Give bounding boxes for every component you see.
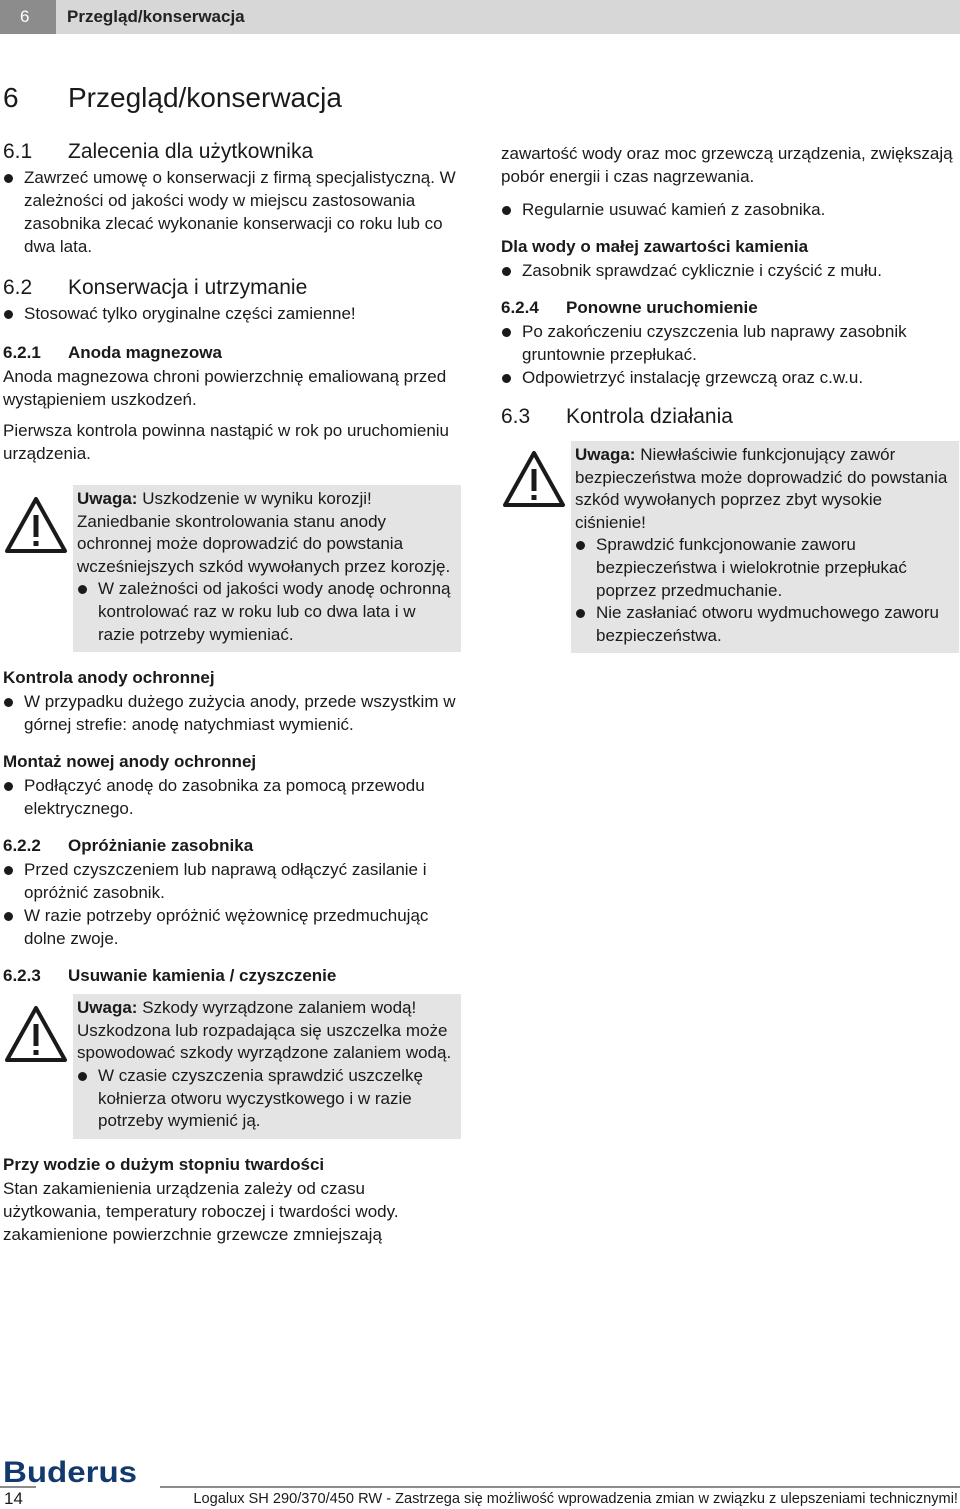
anode-check-list [3, 690, 463, 736]
notice-label: Uwaga: [575, 445, 636, 464]
notice-body: Uszkodzenie w wyniku korozji! Zaniedbanie skontrolowania stanu anody ochronnej może doprowadzić do powstania wcześniejszych szkód wywołanych przez korozję. [77, 489, 451, 576]
list-item: Nie zasłaniać otworu wydmuchowego zaworu bezpieczeństwa. [575, 602, 955, 647]
section-title: Konserwacja i utrzymanie [68, 276, 308, 299]
notice-list [77, 578, 457, 646]
warning-triangle-icon [3, 1004, 69, 1064]
footer-divider-right [160, 1486, 960, 1488]
footer-text: Logalux SH 290/370/450 RW - Zastrzega się możliwość wprowadzenia zmian w związku z ulepszeniami technicznymi! [193, 1491, 958, 1507]
page-number: 14 [4, 1489, 23, 1508]
subheading-soft-water: Dla wody o małej zawartości kamienia [501, 237, 809, 256]
section-number: 6.2 [3, 276, 33, 299]
section-title: Anoda magnezowa [68, 343, 222, 362]
notice-body: Szkody wyrządzone zalaniem wodą! Uszkodzona lub rozpadająca się uszczelka może spowodować szkody wyrządzone zalaniem wodą. [77, 998, 452, 1063]
section-6-1-heading [3, 138, 463, 166]
list-item: Regularnie usuwać kamień z zasobnika. [501, 198, 959, 221]
list-item: Podłączyć anodę do zasobnika za pomocą przewodu elektrycznego. [3, 774, 463, 820]
section-6-2-1-heading [3, 341, 463, 365]
section-6-2-3-heading [3, 964, 463, 988]
warning-triangle-icon [3, 495, 69, 555]
notice-text [575, 444, 955, 534]
section-number: 6.2.1 [3, 343, 41, 362]
section-6-2-4-heading [501, 296, 959, 320]
chapter-header [0, 0, 960, 34]
notice-label: Uwaga: [77, 998, 138, 1018]
warning-triangle-icon [501, 449, 567, 509]
section-title: Usuwanie kamienia / czyszczenie [68, 966, 337, 986]
notice-list [77, 1065, 457, 1133]
list-item: Zawrzeć umowę o konserwacji z firmą specjalistyczną. W zależności od jakości wody w miejscu zastosowania zasobnika zlecać wykonanie konserwacji co roku lub co dwa lata. [3, 166, 463, 258]
subheading-anode-check: Kontrola anody ochronnej [3, 668, 215, 688]
list-item: Przed czyszczeniem lub naprawą odłączyć zasilanie i opróżnić zasobnik. [3, 858, 463, 904]
section-6-1-list [3, 166, 463, 258]
paragraph: Pierwsza kontrola powinna nastąpić w rok po uruchomieniu urządzenia. [3, 421, 450, 463]
section-title: Ponowne uruchomienie [566, 298, 758, 317]
notice-box [73, 485, 461, 652]
list-item: W razie potrzeby opróżnić wężownicę przedmuchując dolne zwoje. [3, 904, 463, 950]
section-title: Opróżnianie zasobnika [68, 836, 254, 856]
descaling-list [501, 198, 959, 221]
section-6-3-heading [501, 403, 959, 431]
section-title: Zalecenia dla użytkownika [68, 140, 314, 163]
buderus-logo [3, 1457, 137, 1485]
section-number: 6.3 [501, 405, 531, 428]
list-item: Odpowietrzyć instalację grzewczą oraz c.w.u. [501, 366, 959, 389]
section-number: 6.2.4 [501, 298, 539, 317]
water-damage-warning-notice [3, 994, 461, 1139]
notice-label: Uwaga: [77, 489, 138, 508]
subheading-hard-water: Przy wodzie o dużym stopniu twardości [3, 1154, 325, 1174]
notice-box [73, 994, 461, 1139]
notice-body: Niewłaściwie funkcjonujący zawór bezpieczeństwa może doprowadzić do powstania szkód wywołanych poprzez zbyt wysokie ciśnienie! [575, 445, 948, 532]
paragraph: Stan zakamienienia urządzenia zależy od czasu użytkowania, temperatury roboczej i twardości wody. zakamienione powierzchnie grzewcze zmniejszają [3, 1178, 399, 1244]
restart-list [501, 320, 959, 389]
list-item: Zasobnik sprawdzać cyklicznie i czyścić z mułu. [501, 259, 959, 282]
main-heading-number: 6 [3, 82, 19, 113]
chapter-number: 6 [0, 0, 56, 34]
list-item: Stosować tylko oryginalne części zamienne! [3, 302, 463, 325]
list-item: W czasie czyszczenia sprawdzić uszczelkę kołnierza otworu wyczystkowego i w razie potrzeby wymienić ją. [77, 1065, 457, 1133]
list-item: Sprawdzić funkcjonowanie zaworu bezpieczeństwa i wielokrotnie przepłukać poprzez przedmuchanie. [575, 534, 955, 602]
notice-list [575, 534, 955, 647]
draining-list [3, 858, 463, 950]
anode-install-list [3, 774, 463, 820]
soft-water-list [501, 259, 959, 282]
footer-divider-left [0, 1486, 36, 1488]
safety-valve-warning-notice [501, 441, 959, 653]
notice-text [77, 488, 457, 578]
main-heading [3, 78, 463, 118]
logo-text: Buderus [3, 1457, 137, 1485]
section-6-2-list [3, 302, 463, 325]
left-column [3, 78, 463, 1246]
right-column [501, 142, 959, 653]
section-number: 6.2.3 [3, 966, 41, 986]
section-6-2-heading [3, 274, 463, 302]
corrosion-warning-notice [3, 485, 461, 652]
list-item: W przypadku dużego zużycia anody, przede wszystkim w górnej strefie: anodę natychmiast wymienić. [3, 690, 463, 736]
paragraph: zawartość wody oraz moc grzewczą urządzenia, zwiększają pobór energii i czas nagrzewania. [501, 144, 953, 186]
notice-box [571, 441, 959, 653]
paragraph: Anoda magnezowa chroni powierzchnię emaliowaną przed wystąpieniem uszkodzeń. [3, 367, 447, 409]
section-number: 6.1 [3, 140, 33, 163]
list-item: Po zakończeniu czyszczenia lub naprawy zasobnik gruntownie przepłukać. [501, 320, 959, 366]
main-heading-title: Przegląd/konserwacja [68, 82, 342, 113]
chapter-title: Przegląd/konserwacja [56, 0, 960, 34]
section-title: Kontrola działania [566, 405, 733, 428]
section-6-2-2-heading [3, 834, 463, 858]
list-item: W zależności od jakości wody anodę ochronną kontrolować raz w roku lub co dwa lata i w razie potrzeby wymieniać. [77, 578, 457, 646]
section-number: 6.2.2 [3, 836, 41, 856]
notice-text [77, 997, 457, 1065]
subheading-anode-install: Montaż nowej anody ochronnej [3, 752, 257, 772]
